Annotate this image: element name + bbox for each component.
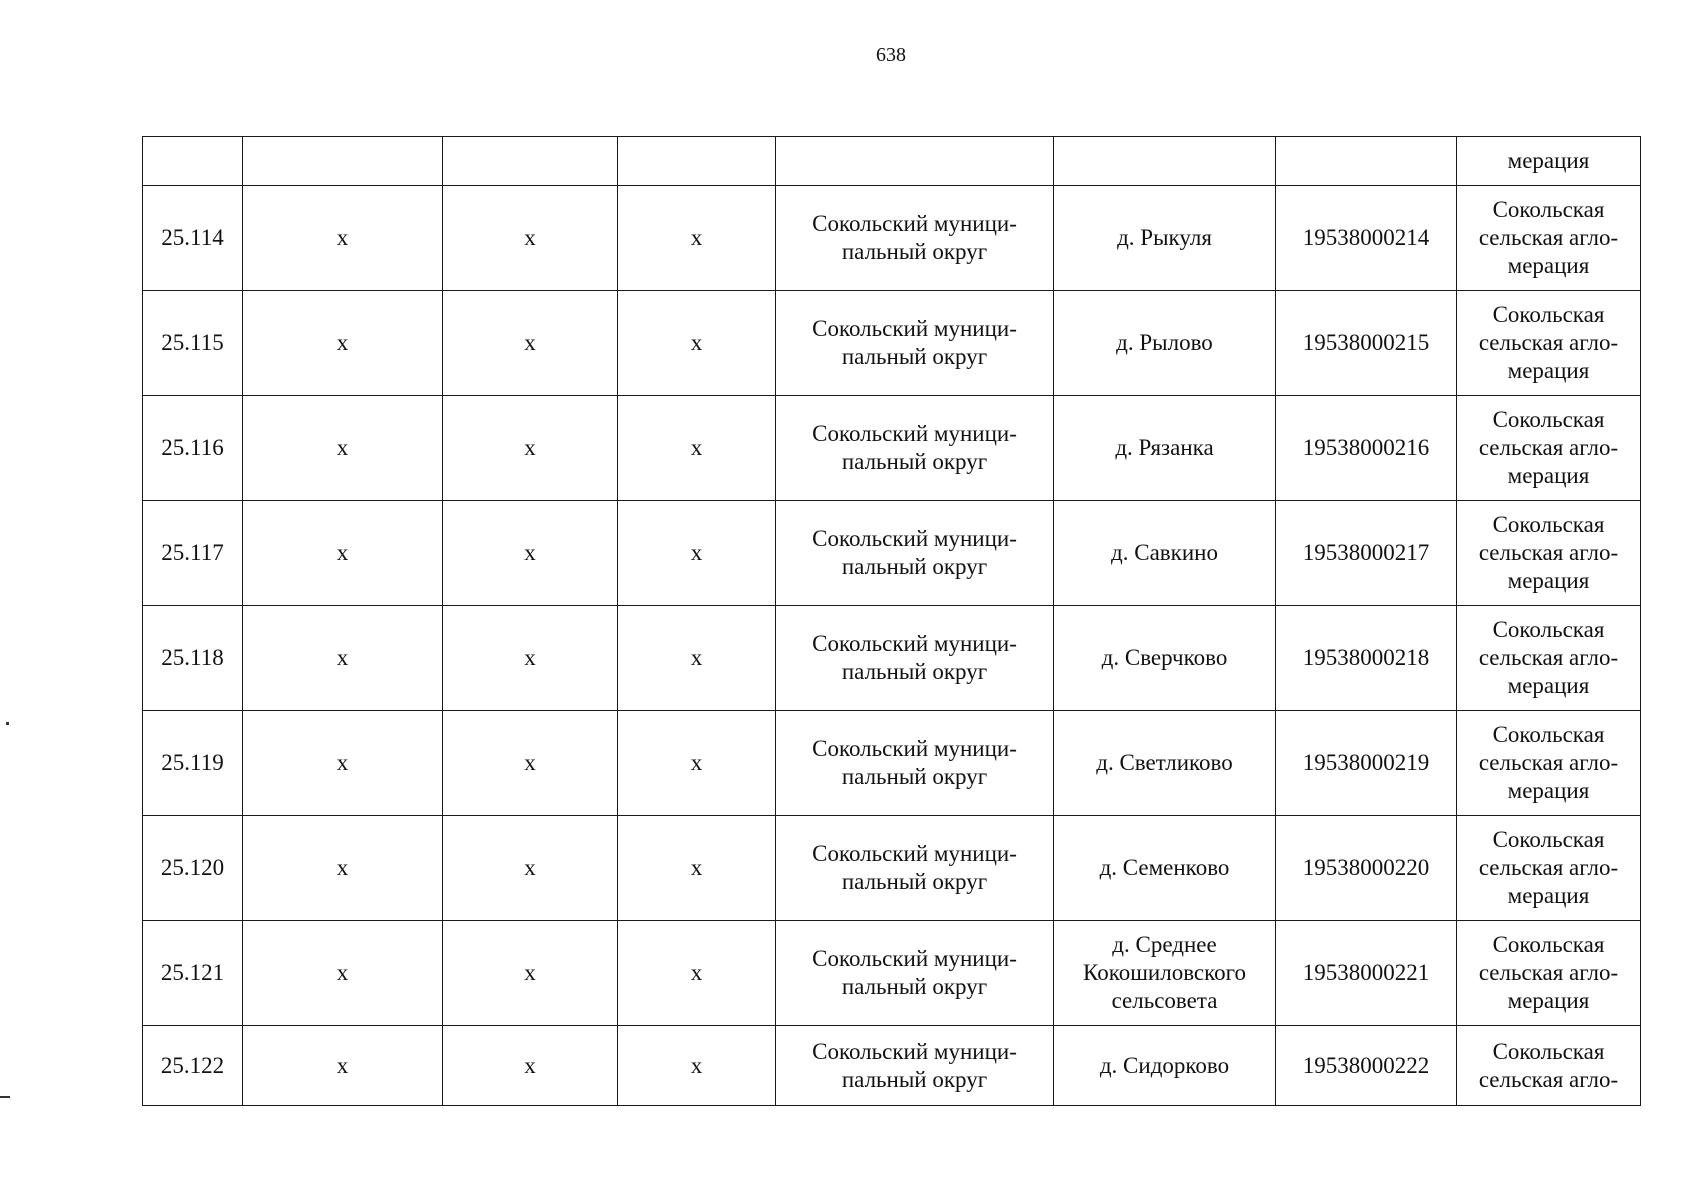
cell-num: 25.118	[143, 606, 243, 711]
cell-c3: x	[443, 816, 618, 921]
cell-c4: x	[618, 396, 776, 501]
cell-c3: x	[443, 1026, 618, 1106]
cell-settlement: д. Рыкуля	[1054, 186, 1276, 291]
cell-c2: x	[243, 501, 443, 606]
cell-agglomeration: Сокольская сельская агло- мерация	[1457, 501, 1641, 606]
cell-municipality: Сокольский муници- пальный округ	[776, 501, 1054, 606]
cell-c4	[618, 137, 776, 186]
cell-agglomeration: Сокольская сельская агло- мерация	[1457, 186, 1641, 291]
cell-c2: x	[243, 186, 443, 291]
margin-dot	[6, 722, 9, 725]
cell-c4: x	[618, 606, 776, 711]
cell-municipality: Сокольский муници- пальный округ	[776, 291, 1054, 396]
cell-c3: x	[443, 921, 618, 1026]
table-row	[143, 1026, 1641, 1106]
cell-c4: x	[618, 501, 776, 606]
cell-code: 19538000219	[1276, 711, 1457, 816]
cell-agglomeration: Сокольская сельская агло- мерация	[1457, 291, 1641, 396]
cell-num: 25.120	[143, 816, 243, 921]
table-row	[143, 921, 1641, 1026]
cell-agglomeration: Сокольская сельская агло-	[1457, 1026, 1641, 1106]
cell-code: 19538000214	[1276, 186, 1457, 291]
cell-c2: x	[243, 291, 443, 396]
cell-municipality: Сокольский муници- пальный округ	[776, 186, 1054, 291]
cell-c2: x	[243, 921, 443, 1026]
cell-settlement: д. Савкино	[1054, 501, 1276, 606]
cell-c3	[443, 137, 618, 186]
cell-c2: x	[243, 711, 443, 816]
cell-code: 19538000216	[1276, 396, 1457, 501]
cell-settlement: д. Семенково	[1054, 816, 1276, 921]
table-row	[143, 711, 1641, 816]
cell-agglomeration: Сокольская сельская агло- мерация	[1457, 711, 1641, 816]
cell-c4: x	[618, 291, 776, 396]
table-row	[143, 396, 1641, 501]
cell-code: 19538000217	[1276, 501, 1457, 606]
cell-municipality: Сокольский муници- пальный округ	[776, 1026, 1054, 1106]
cell-municipality	[776, 137, 1054, 186]
cell-municipality: Сокольский муници- пальный округ	[776, 606, 1054, 711]
cell-c3: x	[443, 606, 618, 711]
cell-c4: x	[618, 186, 776, 291]
cell-num: 25.116	[143, 396, 243, 501]
cell-agglomeration: Сокольская сельская агло- мерация	[1457, 606, 1641, 711]
cell-c2: x	[243, 606, 443, 711]
cell-c4: x	[618, 1026, 776, 1106]
table-body	[143, 137, 1641, 1106]
cell-code	[1276, 137, 1457, 186]
cell-num: 25.117	[143, 501, 243, 606]
cell-num: 25.115	[143, 291, 243, 396]
cell-settlement	[1054, 137, 1276, 186]
cell-settlement: д. Рылово	[1054, 291, 1276, 396]
cell-agglomeration: мерация	[1457, 137, 1641, 186]
cell-municipality: Сокольский муници- пальный округ	[776, 711, 1054, 816]
cell-c4: x	[618, 816, 776, 921]
table-row	[143, 816, 1641, 921]
cell-agglomeration: Сокольская сельская агло- мерация	[1457, 921, 1641, 1026]
cell-num: 25.121	[143, 921, 243, 1026]
cell-c3: x	[443, 711, 618, 816]
cell-c3: x	[443, 186, 618, 291]
cell-code: 19538000218	[1276, 606, 1457, 711]
cell-code: 19538000215	[1276, 291, 1457, 396]
cell-c2: x	[243, 816, 443, 921]
cell-c4: x	[618, 711, 776, 816]
cell-num: 25.114	[143, 186, 243, 291]
cell-settlement: д. Среднее Кокошиловского сельсовета	[1054, 921, 1276, 1026]
cell-c3: x	[443, 396, 618, 501]
margin-dash	[0, 1096, 10, 1098]
cell-municipality: Сокольский муници- пальный округ	[776, 396, 1054, 501]
cell-agglomeration: Сокольская сельская агло- мерация	[1457, 816, 1641, 921]
cell-municipality: Сокольский муници- пальный округ	[776, 816, 1054, 921]
cell-c3: x	[443, 291, 618, 396]
table-row	[143, 186, 1641, 291]
cell-settlement: д. Рязанка	[1054, 396, 1276, 501]
cell-c3: x	[443, 501, 618, 606]
cell-code: 19538000220	[1276, 816, 1457, 921]
table-row	[143, 606, 1641, 711]
cell-c2	[243, 137, 443, 186]
cell-num	[143, 137, 243, 186]
cell-c4: x	[618, 921, 776, 1026]
cell-c2: x	[243, 1026, 443, 1106]
table-row	[143, 501, 1641, 606]
cell-num: 25.122	[143, 1026, 243, 1106]
table-row	[143, 291, 1641, 396]
cell-c2: x	[243, 396, 443, 501]
cell-settlement: д. Светликово	[1054, 711, 1276, 816]
cell-num: 25.119	[143, 711, 243, 816]
cell-code: 19538000221	[1276, 921, 1457, 1026]
cell-settlement: д. Сидорково	[1054, 1026, 1276, 1106]
settlements-table	[142, 136, 1641, 1106]
cell-municipality: Сокольский муници- пальный округ	[776, 921, 1054, 1026]
cell-settlement: д. Сверчково	[1054, 606, 1276, 711]
cell-agglomeration: Сокольская сельская агло- мерация	[1457, 396, 1641, 501]
cell-code: 19538000222	[1276, 1026, 1457, 1106]
table-row-continuation	[143, 137, 1641, 186]
page-number: 638	[876, 44, 906, 66]
